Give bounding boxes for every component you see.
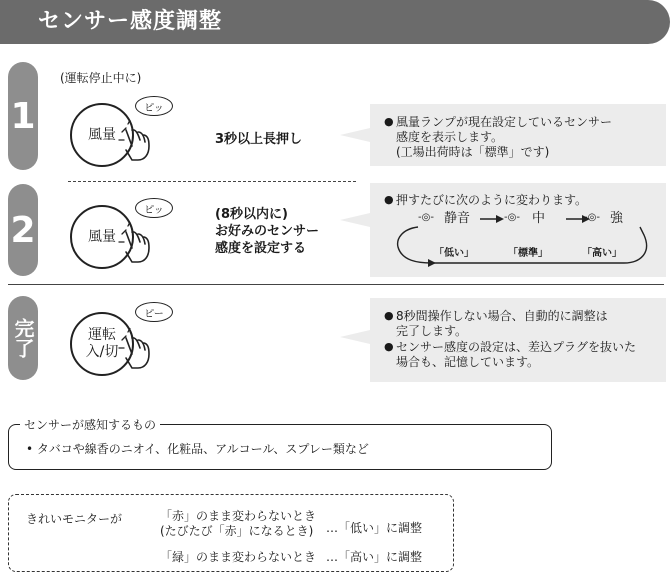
sensor-detect-heading: センサーが感知するもの (20, 416, 160, 433)
pointing-hand-icon (118, 328, 158, 372)
step-2-tab: 2 (8, 184, 38, 276)
step1-info-line3: (工場出荷時は「標準」です) (396, 145, 550, 159)
lamp-icon: -◎- (504, 212, 520, 223)
page-title: センサー感度調整 (38, 9, 223, 34)
step1-condition: (運転停止中に) (60, 71, 142, 85)
monitor-result2: …「高い」に調整 (326, 550, 423, 564)
step1-info-line1: 風量ランプが現在設定しているセンサー (396, 115, 613, 129)
step-1-tab: 1 (8, 62, 38, 170)
monitor-result1: …「低い」に調整 (326, 521, 423, 535)
lamp-icon: -◎- (418, 212, 434, 223)
step2-action-line2: お好みのセンサー (215, 224, 320, 239)
beep-bubble-1: ピッ (135, 96, 173, 116)
step2-info-title: 押すたびに次のように変わります。 (396, 193, 588, 207)
bullet-icon: ● (384, 340, 394, 353)
monitor-cond1-line1: 「赤」のまま変わらないとき (160, 509, 317, 523)
pointing-hand-icon (118, 222, 158, 266)
level-low-name: 静音 (444, 211, 471, 226)
done-info-1-line1: 8秒間操作しない場合、自動的に調整は (396, 309, 608, 323)
step1-info-line2: 感度を表示します。 (396, 130, 504, 144)
bullet-icon: ● (384, 115, 394, 128)
airflow-button-2: 風量 (70, 205, 134, 269)
level-high-name: 強 (610, 211, 624, 226)
step2-action-line3: 感度を設定する (215, 241, 307, 256)
airflow-button-1: 風量 (70, 103, 134, 167)
bullet-icon: ● (384, 193, 394, 206)
done-info-2-line2: 場合も、記憶しています。 (396, 355, 540, 369)
monitor-cond2: 「緑」のまま変わらないとき (160, 550, 317, 564)
step-done-tab: 完了 (8, 296, 38, 380)
level-mid-name: 中 (532, 211, 546, 226)
monitor-cond1-line2: (たびたび「赤」になるとき) (160, 524, 314, 538)
step2-action-line1: (8秒以内に) (215, 207, 288, 222)
level-low-caption: 「低い」 (434, 248, 474, 259)
sensor-detect-items: • タバコや線香のニオイ、化粧品、アルコール、スプレー類など (26, 442, 369, 456)
beep-bubble-3: ピー (135, 302, 173, 322)
pointing-hand-icon (118, 120, 158, 164)
power-button: 運転 入/切 (70, 312, 134, 376)
lamp-icon: -◎- (584, 212, 600, 223)
bullet-icon: ● (384, 309, 394, 322)
divider-solid (8, 284, 664, 285)
beep-bubble-2: ピッ (135, 198, 173, 218)
done-info-1-line2: 完了します。 (396, 324, 468, 338)
level-mid-caption: 「標準」 (508, 248, 548, 259)
done-info-2-line1: センサー感度の設定は、差込プラグを抜いた (396, 340, 637, 354)
divider-dashed (68, 181, 356, 182)
monitor-label: きれいモニターが (26, 512, 123, 526)
level-high-caption: 「高い」 (582, 248, 622, 259)
step1-action: 3秒以上長押し (215, 132, 303, 147)
